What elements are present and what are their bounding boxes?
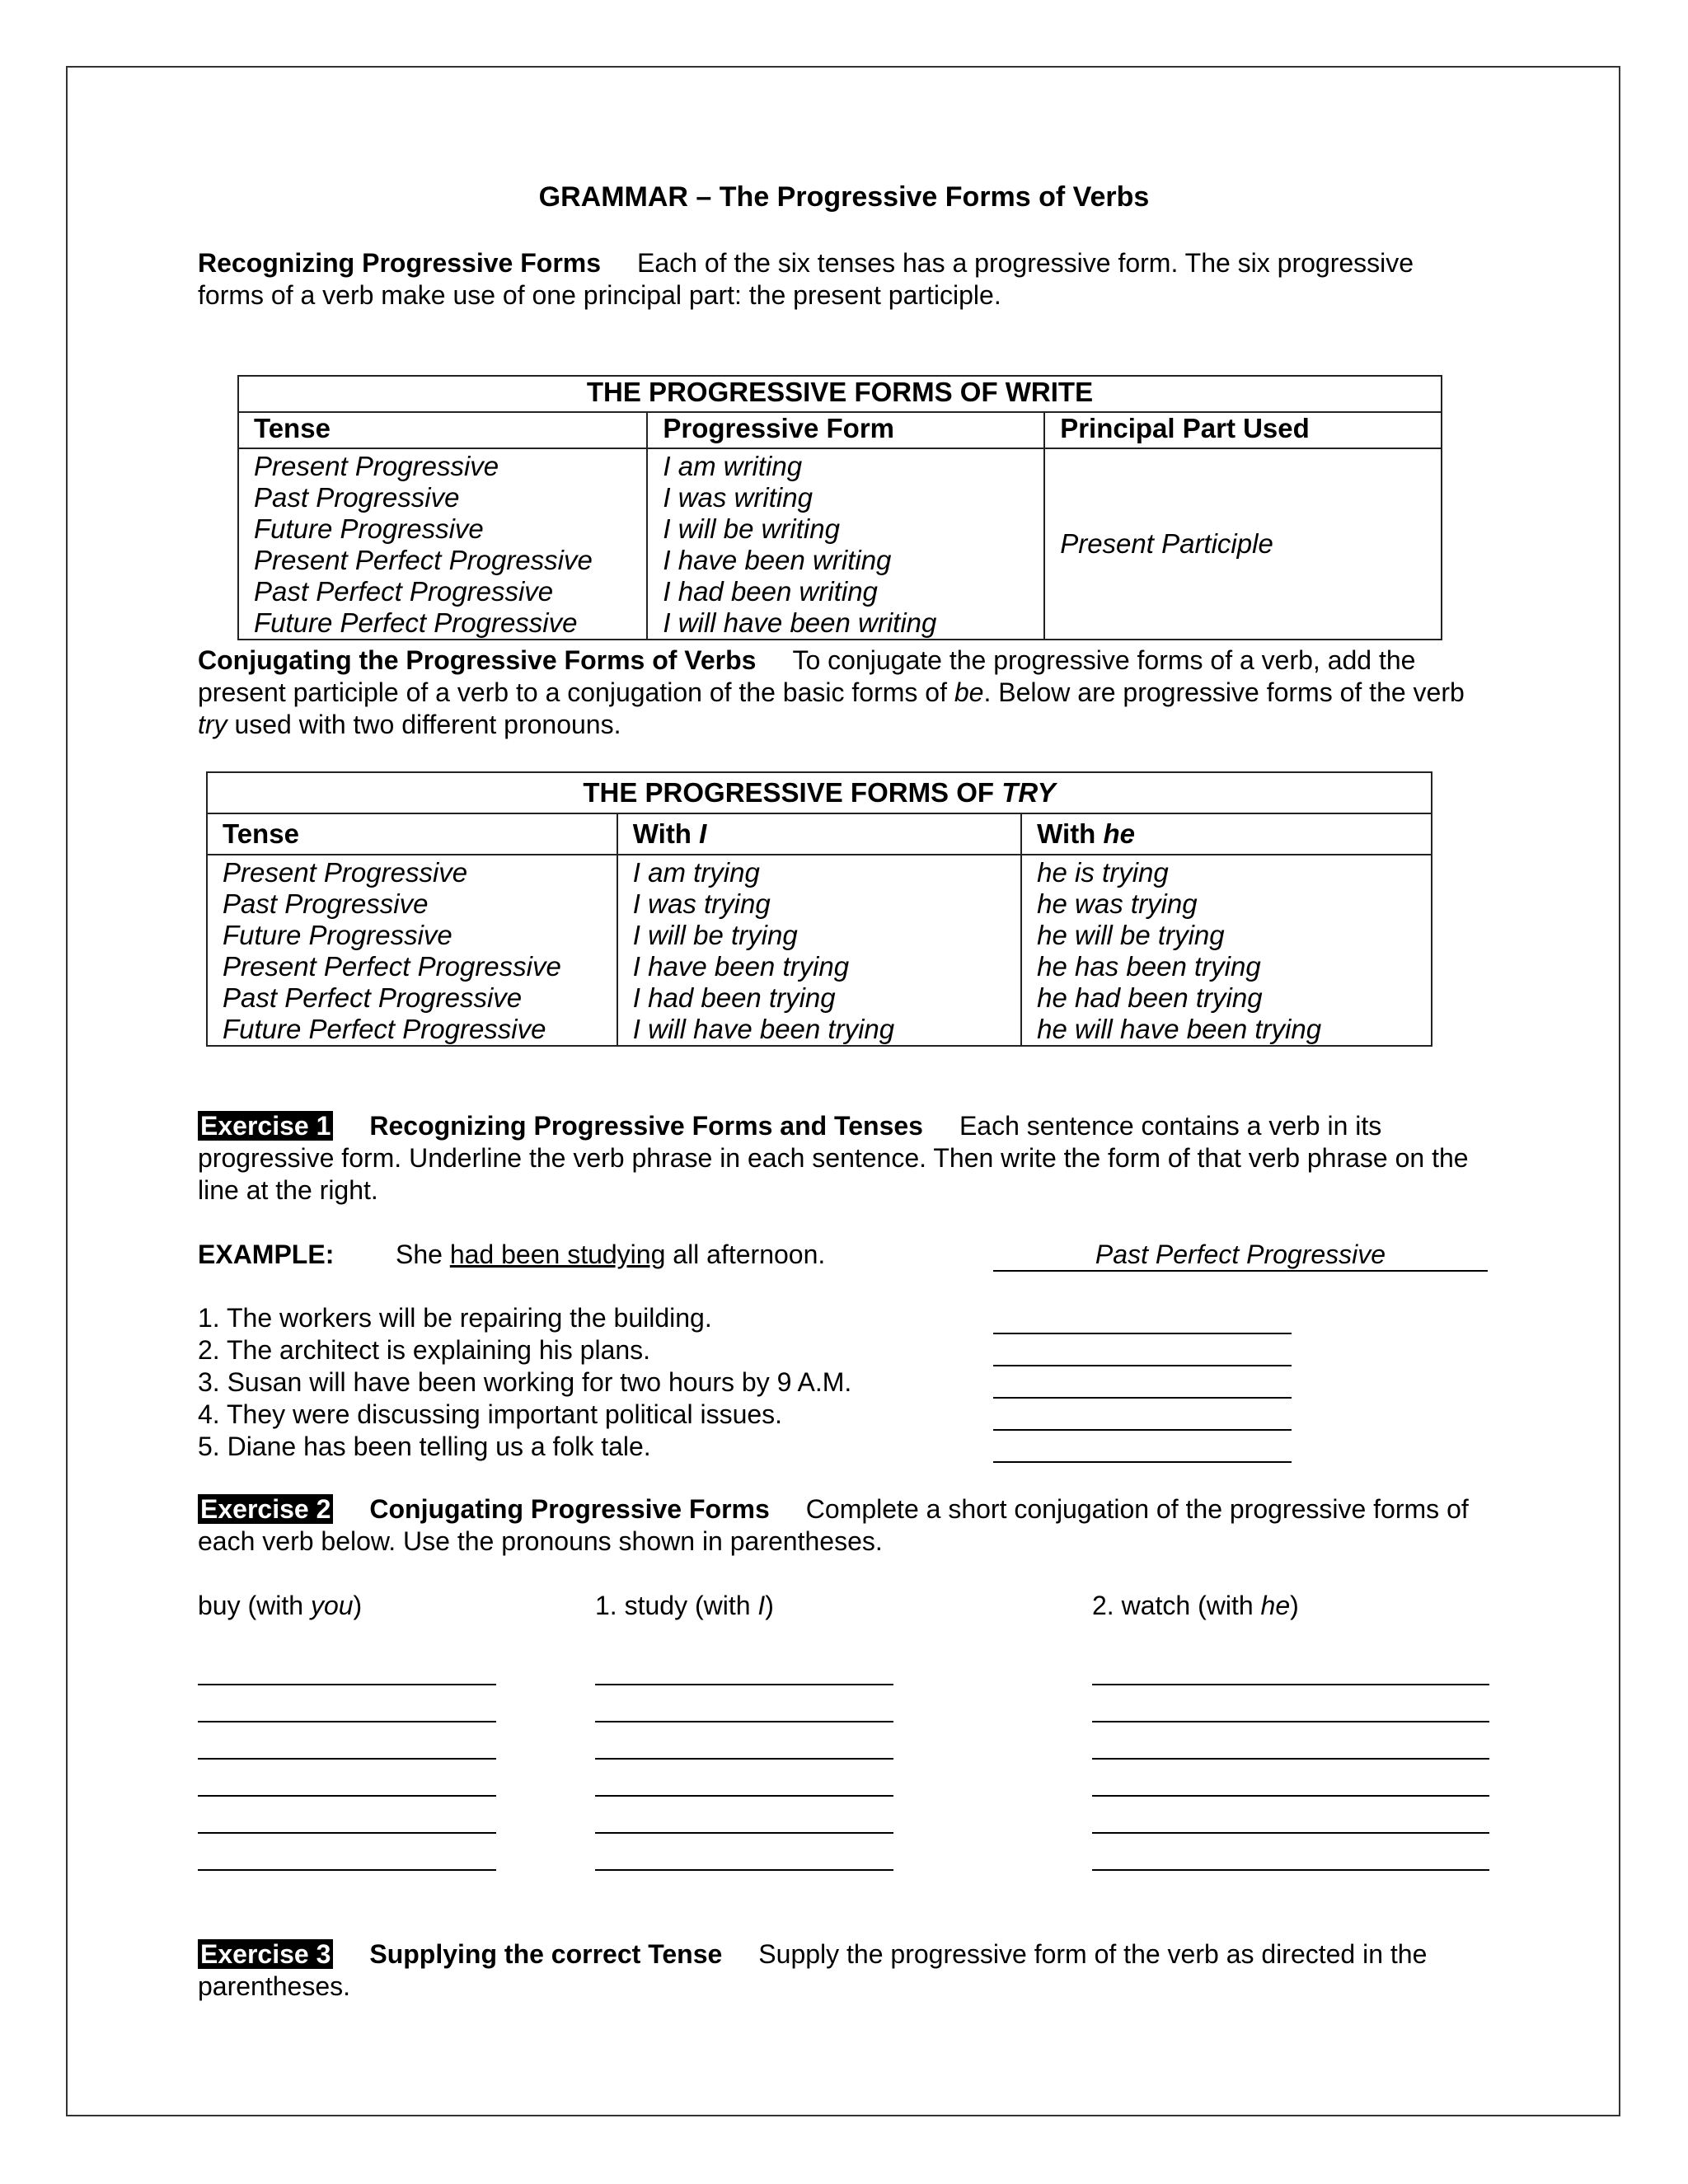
conjugating-try: try bbox=[198, 710, 227, 739]
try-header-with-label: With bbox=[632, 818, 700, 849]
try-tense: Past Perfect Progressive bbox=[223, 982, 523, 1013]
try-tense-column bbox=[207, 855, 617, 1046]
write-principal-part: Present Participle bbox=[1060, 528, 1273, 559]
try-with-i: I had been trying bbox=[632, 982, 836, 1013]
answer-line-1[interactable] bbox=[993, 1333, 1292, 1334]
example-answer-line bbox=[993, 1270, 1488, 1272]
exercise-1-item: 5. Diane has been telling us a folk tale. bbox=[198, 1432, 651, 1461]
exercise-2-column-study: 1. study (with I) bbox=[595, 1591, 774, 1620]
write-tense-column bbox=[238, 448, 647, 640]
try-with-he-column bbox=[1021, 855, 1432, 1046]
write-form: I will be writing bbox=[663, 513, 840, 544]
try-caption-prefix: THE PROGRESSIVE FORMS OF bbox=[583, 777, 1002, 808]
write-form: I was writing bbox=[663, 482, 813, 513]
exercise-2-badge: Exercise 2 bbox=[198, 1494, 333, 1524]
write-form: I am writing bbox=[663, 451, 803, 481]
answer-line-4[interactable] bbox=[993, 1429, 1292, 1431]
conjugation-line[interactable] bbox=[1092, 1721, 1489, 1722]
try-tense: Present Progressive bbox=[223, 857, 468, 888]
example-sentence bbox=[396, 1240, 825, 1270]
write-forms-table bbox=[237, 375, 1442, 640]
write-tense: Present Progressive bbox=[254, 451, 499, 481]
try-caption-word: TRY bbox=[1001, 777, 1056, 808]
conjugation-line[interactable] bbox=[595, 1721, 893, 1722]
write-tense: Past Perfect Progressive bbox=[254, 576, 554, 607]
exercise-1-item: 3. Susan will have been working for two hours by 9 A.M. bbox=[198, 1367, 852, 1397]
try-tense: Present Perfect Progressive bbox=[223, 951, 561, 982]
intro-paragraph bbox=[198, 247, 1484, 312]
conjugation-line[interactable] bbox=[595, 1795, 893, 1797]
try-with-i: I was trying bbox=[632, 888, 771, 919]
write-tense: Past Progressive bbox=[254, 482, 460, 513]
exercise-1-heading: Recognizing Progressive Forms and Tenses bbox=[369, 1111, 923, 1141]
conjugation-line[interactable] bbox=[1092, 1869, 1489, 1871]
answer-line-5[interactable] bbox=[993, 1461, 1292, 1463]
write-header-tense: Tense bbox=[238, 412, 647, 448]
try-table-caption bbox=[207, 772, 1432, 813]
write-tense: Future Progressive bbox=[254, 513, 484, 544]
answer-line-2[interactable] bbox=[993, 1365, 1292, 1366]
exercise-1-paragraph bbox=[198, 1110, 1492, 1207]
exercise-1-items bbox=[198, 1302, 1022, 1463]
write-tense: Present Perfect Progressive bbox=[254, 545, 593, 575]
try-with-he: he had been trying bbox=[1037, 982, 1263, 1013]
exercise-3-heading: Supplying the correct Tense bbox=[369, 1939, 723, 1969]
try-with-i-column bbox=[617, 855, 1021, 1046]
page-border bbox=[66, 66, 1620, 2116]
try-with-i: I will be trying bbox=[632, 920, 798, 950]
try-header-he: he bbox=[1103, 818, 1136, 849]
exercise-1-item: 1. The workers will be repairing the building. bbox=[198, 1303, 712, 1333]
write-form-column bbox=[647, 448, 1044, 640]
write-header-form: Progressive Form bbox=[647, 412, 1044, 448]
try-header-with-he bbox=[1021, 813, 1432, 855]
example-answer: Past Perfect Progressive bbox=[1095, 1240, 1386, 1269]
exercise-1-item: 2. The architect is explaining his plans. bbox=[198, 1335, 651, 1365]
example-post: all afternoon. bbox=[665, 1240, 826, 1269]
exercise-2-column-buy: buy (with you) bbox=[198, 1591, 363, 1620]
intro-text: Each of the six tenses has a progressive form. The six progressive forms of a verb make use of one principal part: the present participle. bbox=[198, 248, 1414, 310]
try-forms-table bbox=[206, 771, 1432, 1047]
write-table-caption: THE PROGRESSIVE FORMS OF WRITE bbox=[238, 376, 1442, 412]
conjugation-line[interactable] bbox=[198, 1832, 496, 1834]
write-part-column bbox=[1044, 448, 1442, 640]
example-pre: She bbox=[396, 1240, 450, 1269]
try-with-he: he was trying bbox=[1037, 888, 1198, 919]
exercise-1-text: Each sentence contains a verb in its progressive form. Underline the verb phrase in each sentence. Then write the form of that verb phrase on the line at the right. bbox=[198, 1111, 1469, 1205]
try-with-he: he will have been trying bbox=[1037, 1014, 1322, 1044]
conjugation-line[interactable] bbox=[198, 1721, 496, 1722]
page-title: GRAMMAR – The Progressive Forms of Verbs bbox=[538, 181, 1150, 213]
try-with-i: I have been trying bbox=[632, 951, 850, 982]
try-with-i: I am trying bbox=[632, 857, 760, 888]
exercise-2-paragraph bbox=[198, 1493, 1492, 1558]
conjugation-line[interactable] bbox=[198, 1869, 496, 1871]
try-header-with-label: With bbox=[1037, 818, 1104, 849]
try-with-i: I will have been trying bbox=[632, 1014, 895, 1044]
exercise-2-text: Complete a short conjugation of the progressive forms of each verb below. Use the pronouns shown in parentheses. bbox=[198, 1494, 1469, 1556]
conjugation-line[interactable] bbox=[595, 1869, 893, 1871]
example-label: EXAMPLE: bbox=[198, 1240, 335, 1269]
conjugation-line[interactable] bbox=[595, 1758, 893, 1760]
conjugation-line[interactable] bbox=[198, 1758, 496, 1760]
try-header-i: I bbox=[699, 818, 707, 849]
answer-line-3[interactable] bbox=[993, 1397, 1292, 1399]
try-tense: Past Progressive bbox=[223, 888, 429, 919]
exercise-3-paragraph bbox=[198, 1938, 1492, 2003]
conjugating-text-1: To conjugate the progressive forms of a verb, add the present participle of a verb to a conjugation of the basic forms of bbox=[198, 645, 1416, 707]
conjugation-line[interactable] bbox=[198, 1795, 496, 1797]
exercise-3-badge: Exercise 3 bbox=[198, 1939, 333, 1969]
conjugation-line[interactable] bbox=[1092, 1684, 1489, 1685]
write-tense: Future Perfect Progressive bbox=[254, 607, 578, 638]
conjugating-heading: Conjugating the Progressive Forms of Verbs bbox=[198, 645, 757, 675]
conjugating-text-3: used with two different pronouns. bbox=[227, 710, 621, 739]
exercise-1-badge: Exercise 1 bbox=[198, 1111, 333, 1141]
try-header-with-i bbox=[617, 813, 1021, 855]
try-tense: Future Perfect Progressive bbox=[223, 1014, 546, 1044]
conjugating-text-2: . Below are progressive forms of the verb bbox=[983, 677, 1465, 707]
intro-heading: Recognizing Progressive Forms bbox=[198, 248, 602, 278]
conjugation-line[interactable] bbox=[1092, 1758, 1489, 1760]
conjugation-line[interactable] bbox=[1092, 1832, 1489, 1834]
conjugation-line[interactable] bbox=[595, 1832, 893, 1834]
conjugation-line[interactable] bbox=[198, 1684, 496, 1685]
conjugation-line[interactable] bbox=[595, 1684, 893, 1685]
try-tense: Future Progressive bbox=[223, 920, 452, 950]
exercise-2-column-watch: 2. watch (with he) bbox=[1092, 1591, 1299, 1620]
conjugation-line[interactable] bbox=[1092, 1795, 1489, 1797]
write-form: I have been writing bbox=[663, 545, 892, 575]
try-header-tense: Tense bbox=[207, 813, 617, 855]
try-with-he: he is trying bbox=[1037, 857, 1169, 888]
write-form: I had been writing bbox=[663, 576, 878, 607]
conjugating-be: be bbox=[954, 677, 984, 707]
try-with-he: he will be trying bbox=[1037, 920, 1225, 950]
write-form: I will have been writing bbox=[663, 607, 937, 638]
conjugating-paragraph bbox=[198, 644, 1492, 741]
try-with-he: he has been trying bbox=[1037, 951, 1261, 982]
exercise-1-item: 4. They were discussing important political issues. bbox=[198, 1399, 783, 1429]
example-underlined: had been studying bbox=[449, 1240, 666, 1269]
exercise-2-heading: Conjugating Progressive Forms bbox=[369, 1494, 770, 1524]
exercise-3-text: Supply the progressive form of the verb as directed in the parentheses. bbox=[198, 1939, 1428, 2001]
write-header-part: Principal Part Used bbox=[1044, 412, 1442, 448]
